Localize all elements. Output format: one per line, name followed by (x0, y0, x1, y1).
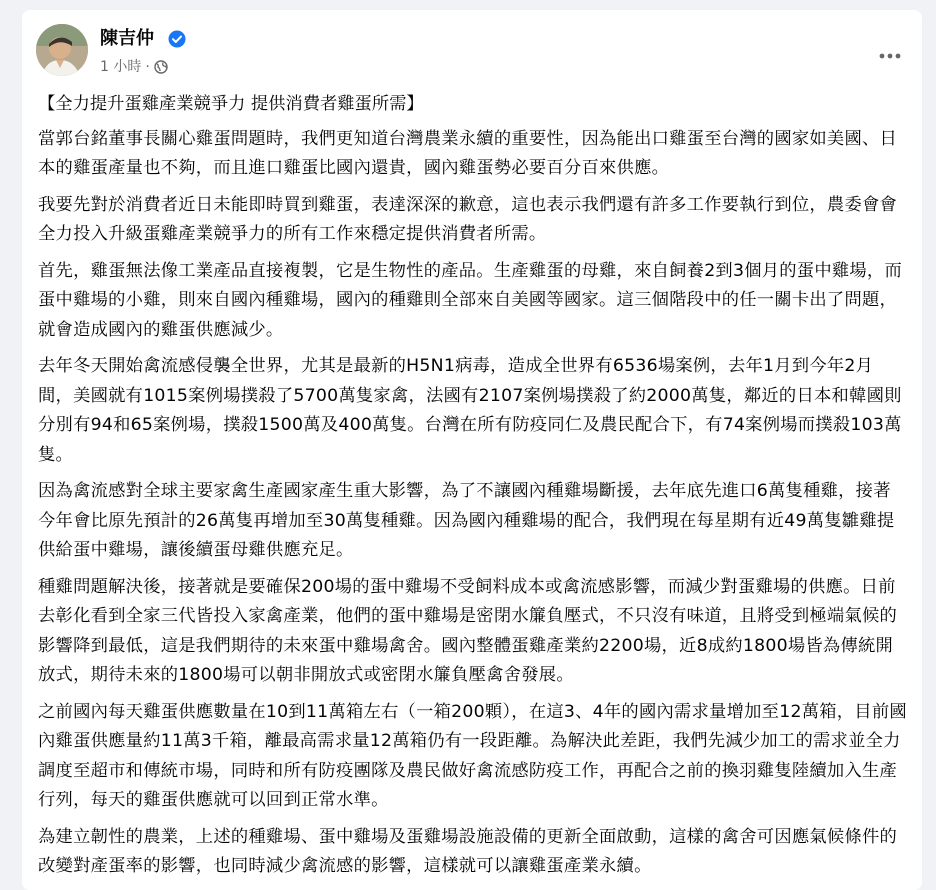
post-card (22, 10, 922, 890)
more-horizontal-icon (879, 53, 901, 59)
avatar[interactable] (36, 24, 88, 76)
post-paragraph: 當郭台銘董事長關心雞蛋問題時，我們更知道台灣農業永續的重要性，因為能出口雞蛋至台灣的國家如美國、日本的雞蛋產量也不夠，而且進口雞蛋比國內還貴，國內雞蛋勢必要百分百來供應。 (38, 128, 898, 178)
post-paragraph: 之前國內每天雞蛋供應數量在10到11萬箱左右（一箱200顆），在這3、4年的國內需求量增加至12萬箱，目前國內雞蛋供應量約11萬3千箱，離最高需求量12萬箱仍有一段距離。為解決此差距，我們先減少加工的需求並全力調度至超市和傳統市場，同時和所有防疫團隊及農民做好禽流感防疫工作，再配合之前的換羽雞隻陸續加入生產行列，每天的雞蛋供應就可以回到正常水準。 (38, 701, 907, 810)
post-timestamp[interactable]: 1 小時 (100, 59, 142, 75)
post-header (36, 24, 908, 80)
post-paragraph: 種雞問題解決後，接著就是要確保200場的蛋中雞場不受飼料成本或禽流感影響，而減少對蛋雞場的供應。日前去彰化看到全家三代皆投入家禽產業，他們的蛋中雞場是密閉水簾負壓式，不只沒有味道，且將受到極端氣候的影響降到最低，這是我們期待的未來蛋中雞場禽舍。國內整體蛋雞產業約2200場，近8成約1800場皆為傳統開放式，期待未來的1800場可以朝非開放式或密閉水簾負壓禽舍發展。 (38, 576, 898, 685)
post-paragraph: 首先，雞蛋無法像工業產品直接複製，它是生物性的產品。生產雞蛋的母雞，來自飼養2到3個月的蛋中雞場，而蛋中雞場的小雞，則來自國內種雞場，國內的種雞則全部來自美國等國家。這三個階段中的任一關卡出了問題，就會造成國內的雞蛋供應減少。 (38, 260, 902, 340)
author-name[interactable]: 陳吉仲 (100, 28, 154, 49)
globe-icon[interactable] (154, 60, 168, 74)
meta-separator: · (145, 59, 150, 75)
post-paragraph: 為建立韌性的農業，上述的種雞場、蛋中雞場及蛋雞場設施設備的更新全面啟動，這樣的禽舍可因應氣候條件的改變對產蛋率的影響，也同時減少禽流感的影響，這樣就可以讓雞蛋產業永續。 (38, 826, 898, 876)
profile-photo (36, 24, 88, 76)
post-title: 【全力提升蛋雞產業競爭力 提供消費者雞蛋所需】 (38, 94, 424, 114)
post-paragraph: 去年冬天開始禽流感侵襲全世界，尤其是最新的H5N1病毒，造成全世界有6536場案例，去年1月到今年2月間，美國就有1015案例場撲殺了5700萬隻家禽，法國有2107案例場撲殺了約2000萬隻，鄰近的日本和韓國則分別有94和65案例場，撲殺1500萬及400萬隻。台灣在所有防疫同仁及農民配合下，有74案例場而撲殺103萬隻。 (38, 356, 902, 465)
post-meta (100, 58, 168, 76)
post-paragraph: 我要先對於消費者近日未能即時買到雞蛋，表達深深的歉意，這也表示我們還有許多工作要執行到位，農委會會全力投入升級蛋雞產業競爭力的所有工作來穩定提供消費者所需。 (38, 194, 898, 244)
post-text (38, 90, 908, 889)
verified-badge-icon (168, 30, 186, 48)
post-paragraph: 因為禽流感對全球主要家禽生產國家產生重大影響，為了不讓國內種雞場斷援，去年底先進口6萬隻種雞，接著今年會比原先預計的26萬隻再增加至30萬隻種雞。因為國內種雞場的配合，我們現在每星期有近49萬隻雛雞提供給蛋中雞場，讓後續蛋母雞供應充足。 (38, 481, 895, 560)
more-options-button[interactable] (872, 38, 908, 74)
